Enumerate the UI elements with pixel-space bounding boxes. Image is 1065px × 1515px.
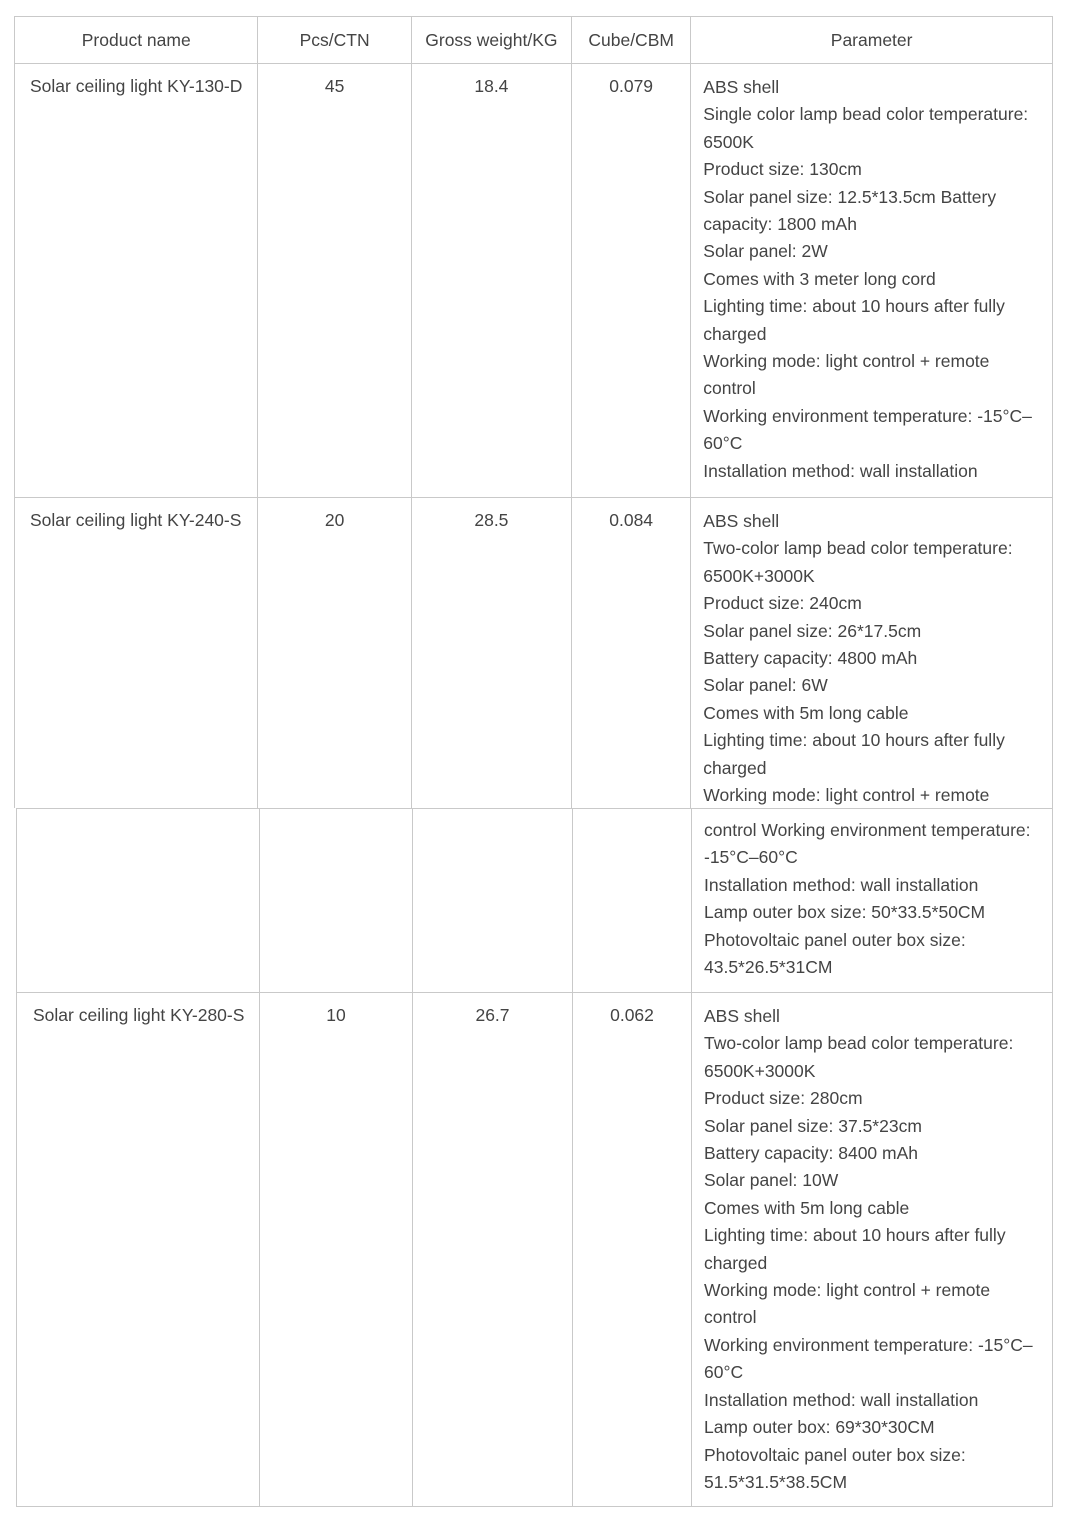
parameter-line: Installation method: wall installation bbox=[704, 874, 979, 895]
parameter-line: Solar panel: 2W bbox=[703, 241, 828, 262]
parameter-cell bbox=[692, 993, 1053, 1507]
parameter-line: Working mode: light control + remote bbox=[703, 351, 990, 372]
parameter-lines bbox=[703, 74, 1044, 485]
parameter-line: Single color lamp bead color temperature: bbox=[703, 104, 1029, 125]
parameter-line: Installation method: wall installation bbox=[704, 1389, 979, 1410]
parameter-line: Working environment temperature: -15°C– bbox=[703, 405, 1032, 426]
parameter-line: 6500K bbox=[703, 131, 754, 152]
parameter-line: Solar panel: 10W bbox=[704, 1170, 839, 1191]
parameter-line: Solar panel size: 37.5*23cm bbox=[704, 1115, 922, 1136]
pcs-cell: 20 bbox=[258, 498, 411, 818]
product-name-cell: Solar ceiling light KY-240-S bbox=[15, 498, 258, 818]
parameter-line: 60°C bbox=[703, 433, 743, 454]
parameter-lines bbox=[703, 508, 1044, 809]
parameter-line: Installation method: wall installation bbox=[703, 460, 978, 481]
parameter-line: charged bbox=[703, 323, 767, 344]
parameter-line: 51.5*31.5*38.5CM bbox=[704, 1471, 848, 1492]
parameter-line: charged bbox=[704, 1252, 768, 1273]
parameter-line: control bbox=[704, 1307, 757, 1328]
spec-table-part-1 bbox=[14, 16, 1053, 818]
parameter-line: Product size: 280cm bbox=[704, 1088, 863, 1109]
parameter-line: Photovoltaic panel outer box size: bbox=[704, 1444, 966, 1465]
parameter-line: Photovoltaic panel outer box size: bbox=[704, 929, 966, 950]
parameter-line: Working mode: light control + remote bbox=[703, 785, 990, 806]
parameter-line: Lighting time: about 10 hours after fully bbox=[703, 730, 1005, 751]
parameter-line: -15°C–60°C bbox=[704, 847, 798, 868]
parameter-line: 6500K+3000K bbox=[703, 565, 815, 586]
header-cube: Cube/CBM bbox=[572, 17, 691, 64]
cube-cell: 0.062 bbox=[573, 993, 692, 1507]
header-gross-weight: Gross weight/KG bbox=[411, 17, 571, 64]
product-name-cell: Solar ceiling light KY-130-D bbox=[15, 64, 258, 498]
parameter-line: Lighting time: about 10 hours after fully bbox=[703, 296, 1005, 317]
parameter-line: Solar panel size: 12.5*13.5cm Battery bbox=[703, 186, 997, 207]
parameter-line: control Working environment temperature: bbox=[704, 820, 1031, 840]
parameter-lines bbox=[704, 817, 1044, 981]
pcs-cell: 10 bbox=[260, 993, 413, 1507]
header-parameter: Parameter bbox=[691, 17, 1053, 64]
parameter-line: Lamp outer box size: 50*33.5*50CM bbox=[704, 902, 986, 923]
parameter-line: Battery capacity: 8400 mAh bbox=[704, 1143, 918, 1164]
parameter-line: charged bbox=[703, 757, 767, 778]
parameter-line: Two-color lamp bead color temperature: bbox=[704, 1033, 1014, 1054]
table-row-continued bbox=[17, 809, 1053, 993]
parameter-line: capacity: 1800 mAh bbox=[703, 214, 857, 235]
spec-table-continued bbox=[16, 808, 1053, 1507]
parameter-line: ABS shell bbox=[704, 1006, 780, 1026]
parameter-line: Comes with 5m long cable bbox=[703, 702, 909, 723]
parameter-line: Solar panel: 6W bbox=[703, 675, 828, 696]
cube-cell: 0.079 bbox=[572, 64, 691, 498]
parameter-cell bbox=[691, 498, 1053, 818]
spec-table bbox=[14, 16, 1053, 818]
parameter-line: Product size: 130cm bbox=[703, 159, 862, 180]
parameter-line: Solar panel size: 26*17.5cm bbox=[703, 620, 922, 641]
parameter-line: Two-color lamp bead color temperature: bbox=[703, 538, 1013, 559]
header-product-name: Product name bbox=[15, 17, 258, 64]
parameter-cell bbox=[692, 809, 1053, 993]
parameter-line: 43.5*26.5*31CM bbox=[704, 957, 833, 978]
parameter-line: Comes with 5m long cable bbox=[704, 1197, 910, 1218]
weight-cell: 26.7 bbox=[413, 993, 573, 1507]
parameter-line: control bbox=[703, 378, 756, 399]
table-row bbox=[17, 993, 1053, 1507]
parameter-line: Working mode: light control + remote bbox=[704, 1280, 991, 1301]
weight-cell: 28.5 bbox=[411, 498, 571, 818]
product-name-cell: Solar ceiling light KY-280-S bbox=[17, 993, 260, 1507]
parameter-line: 6500K+3000K bbox=[704, 1060, 816, 1081]
parameter-cell bbox=[691, 64, 1053, 498]
parameter-line: Comes with 3 meter long cord bbox=[703, 268, 936, 289]
parameter-line: Lamp outer box: 69*30*30CM bbox=[704, 1417, 935, 1438]
parameter-line: Working environment temperature: -15°C– bbox=[704, 1334, 1033, 1355]
parameter-line: Lighting time: about 10 hours after fully bbox=[704, 1225, 1006, 1246]
parameter-line: Battery capacity: 4800 mAh bbox=[703, 648, 918, 669]
parameter-line: Product size: 240cm bbox=[703, 593, 862, 614]
weight-cell: 18.4 bbox=[411, 64, 571, 498]
table-row bbox=[15, 64, 1053, 498]
spec-table-part-2 bbox=[16, 808, 1053, 1507]
header-pcs-ctn: Pcs/CTN bbox=[258, 17, 411, 64]
header-row bbox=[15, 17, 1053, 64]
parameter-line: 60°C bbox=[704, 1362, 744, 1383]
parameter-lines bbox=[704, 1003, 1044, 1496]
parameter-line: ABS shell bbox=[703, 511, 780, 531]
pcs-cell: 45 bbox=[258, 64, 411, 498]
table-row bbox=[15, 498, 1053, 818]
parameter-line: ABS shell bbox=[703, 77, 780, 97]
cube-cell: 0.084 bbox=[572, 498, 691, 818]
